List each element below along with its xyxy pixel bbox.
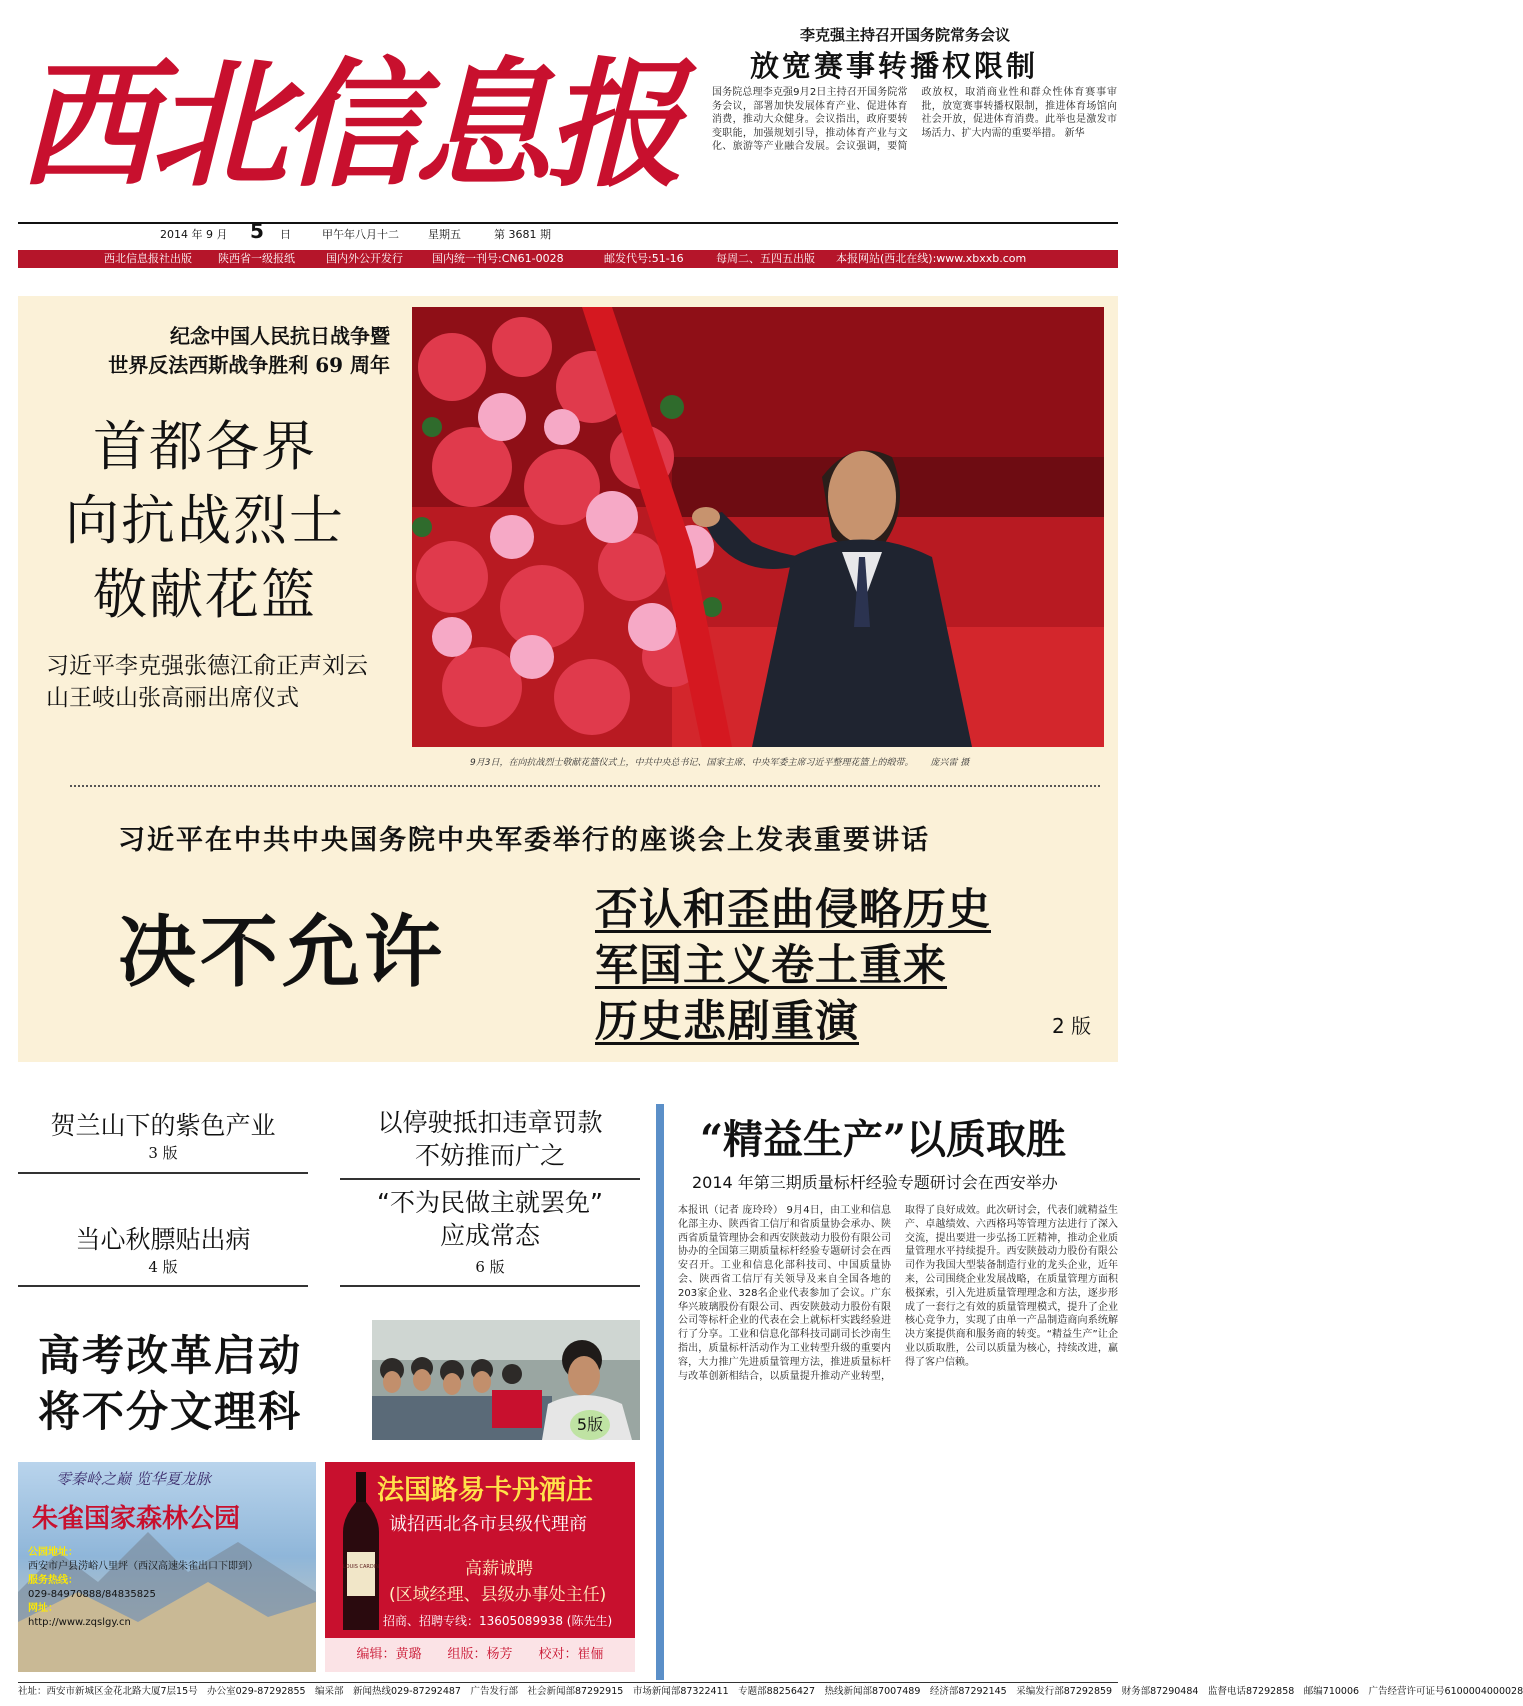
feature-title-line3: 敬献花篮	[93, 563, 317, 626]
ad1-contact	[28, 1546, 258, 1630]
slogan-line-1: 否认和歪曲侵略历史	[595, 885, 991, 935]
publication-info-bar	[18, 250, 1118, 268]
dateline	[18, 219, 1118, 246]
lean-body: 本报讯（记者 庞玲玲） 9月4日，由工业和信息化部主办、陕西省工信厅和省质量协会承办、陕西省质量管理协会和西安陕鼓动力股份有限公司协办的全国第三期质量标杆经验专题研讨会在西安召开。工业和信息化部科技司、中国质量协会、陕西省工信厅有关领导及来自全国各地的203家企业、328名企业代表参加了会议。广东华兴玻璃股份有限公司、西安陕鼓动力股份有限公司等标杆企业的代表在会上就标杆实践经验进行了分享。工业和信息化部科技司副司长沙南生指出，质量标杆活动作为工业转型升级的重要内容，大力推广先进质量管理方法，推进质量标杆与改革创新相结合，以质量提升推动产业转型，取得了良好成效。此次研讨会，代表们就精益生产、卓越绩效、六西格玛等管理方法进行了深入交流，提出要进一步弘扬工匠精神，推动企业质量管理水平持续提升。西安陕鼓动力股份有限公司作为我国大型装备制造行业的龙头企业，近年来，公司围绕企业发展战略，在质量管理方面积极探索，引入先进质量管理理念和方法，逐步形成了一套行之有效的质量管理模式，提升了企业核心竞争力，实现了由单一产品制造商向系统解决方案提供商和服务商的转变。“精益生产”让企业以质取胜，公司以质量为核心，持续改进，赢得了客户信赖。	[678, 1205, 1118, 1382]
gaokao-headline[interactable]	[38, 1328, 302, 1440]
gaokao-line2: 将不分文理科	[38, 1387, 303, 1436]
top-story-kicker: 李克强主持召开国务院常务会议	[800, 26, 1011, 44]
gaokao-page-badge[interactable]: 5版	[570, 1410, 610, 1440]
ad2-hiring: 高薪诚聘	[465, 1559, 533, 1579]
lean-subhead: 2014 年第三期质量标杆经验专题研讨会在西安举办	[692, 1173, 1058, 1192]
winery-ad[interactable]	[325, 1462, 635, 1672]
index-divider	[340, 1285, 640, 1287]
feature-kicker	[40, 322, 390, 380]
issue-number: 第 3681 期	[494, 228, 551, 241]
index-page-helan: 3 版	[148, 1144, 178, 1162]
ad1-tel: 029-84970888/84835825	[28, 1589, 156, 1600]
date-year-month: 2014 年 9 月	[160, 228, 228, 241]
feature-photo	[412, 307, 1104, 747]
index-title-tingshi[interactable]	[340, 1106, 640, 1172]
gaokao-line1: 高考改革启动	[38, 1331, 303, 1380]
index-page-qiubiao: 4 版	[148, 1258, 178, 1276]
index-divider	[340, 1178, 640, 1180]
top-story-body: 国务院总理李克强9月2日主持召开国务院常务会议，部署加快发展体育产业、促进体育消费，推动大众健身。会议指出，政府要转变职能，加强规划引导，推动体育产业与文化、旅游等产业融合发展。会议强调，要简政放权，取消商业性和群众性体育赛事审批，放宽赛事转播权限制，推进体育场馆向社会开放，促进体育消费。此举也是激发市场活力、扩大内需的重要举措。 新华	[712, 87, 1117, 152]
big-slogan: 决不允许	[118, 908, 447, 998]
index-title-qiubiao[interactable]: 当心秋膘贴出病	[75, 1225, 251, 1254]
lean-headline[interactable]: “精益生产”以质取胜	[700, 1116, 1067, 1163]
ad1-addr-label: 公园地址：	[28, 1547, 78, 1558]
index-title-tingshi-line1: 以停驶抵扣违章罚款	[377, 1108, 603, 1137]
ad1-tel-label: 服务热线：	[28, 1575, 78, 1586]
lean-accent-bar	[656, 1104, 664, 1680]
photo-credit: 庞兴雷 摄	[930, 758, 970, 768]
date-day-unit: 日	[280, 228, 291, 241]
feature-attendees: 习近平李克强张德江俞正声刘云山王岐山张高丽出席仪式	[46, 653, 368, 711]
ad2-brand: 法国路易卡丹酒庄	[377, 1475, 593, 1506]
top-story-headline[interactable]: 放宽赛事转播权限制	[750, 49, 1039, 83]
ad1-web-label: 网址：	[28, 1603, 58, 1614]
index-title-bamian-line2: 应成常态	[439, 1221, 540, 1250]
index-divider	[18, 1172, 308, 1174]
weekday: 星期五	[428, 228, 461, 241]
postal-code: 邮发代号:51-16	[604, 252, 684, 265]
ad2-contact[interactable]: 招商、招聘专线：13605089938 (陈先生)	[383, 1614, 613, 1628]
schedule: 每周二、五四五出版	[716, 252, 815, 265]
publisher: 西北信息报社出版	[104, 252, 192, 265]
issn: 国内统一刊号:CN61-0028	[432, 252, 564, 265]
ad1-tagline: 零秦岭之巅 览华夏龙脉	[56, 1470, 211, 1488]
bottle-label: LOUIS CARDIN	[343, 1564, 379, 1570]
masthead-logo: 西北信息报	[18, 43, 679, 206]
dotted-divider	[70, 785, 1100, 787]
index-title-bamian-line1: “不为民做主就罢免”	[377, 1188, 603, 1217]
ad2-positions: (区域经理、县级办事处主任)	[389, 1585, 607, 1605]
index-title-helan[interactable]: 贺兰山下的紫色产业	[50, 1111, 276, 1140]
ad2-subtitle: 诚招西北各市县级代理商	[389, 1514, 587, 1535]
feature-kicker-line1: 纪念中国人民抗日战争暨	[170, 324, 390, 348]
feature-kicker-line2: 世界反法西斯战争胜利 69 周年	[108, 353, 390, 377]
ad1-website[interactable]: http://www.zqslgy.cn	[28, 1617, 131, 1628]
ad1-park-name: 朱雀国家森林公园	[32, 1504, 241, 1534]
slogan-line-3: 历史悲剧重演	[595, 997, 859, 1047]
ad1-address: 西安市户县涝峪八里坪（西汉高速朱雀出口下即到）	[28, 1561, 258, 1572]
date-day: 5	[250, 219, 264, 243]
slogan-line-2: 军国主义卷土重来	[595, 941, 947, 991]
lunar-date: 甲午年八月十二	[322, 228, 399, 241]
footer-contacts: 社址：西安市新城区金花北路大厦7层15号 办公室029-87292855 编采部 新闻热线029-87292487 广告发行部 社会新闻部87292915 市场新闻部87322411 专题部88256427 热线新闻部87007489 经济部87292145 采编发行部87292859 财务部87290484 监督电话87292858 邮编710006 广告经营许可证号6100004000028	[18, 1682, 1118, 1701]
feature-title-line1: 首都各界	[93, 415, 317, 478]
photo-caption-text: 9月3日，在向抗战烈士敬献花篮仪式上，中共中央总书记、国家主席、中央军委主席习近平整理花篮上的缎带。	[470, 758, 914, 768]
index-page-bamian: 6 版	[475, 1258, 505, 1276]
website[interactable]: 本报网站(西北在线):www.xbxxb.com	[836, 252, 1027, 265]
feature-page-ref[interactable]: 2 版	[1052, 1014, 1092, 1038]
index-title-bamian[interactable]	[340, 1186, 640, 1252]
photo-caption	[470, 755, 1110, 768]
forest-park-ad[interactable]	[18, 1462, 316, 1672]
distribution: 国内外公开发行	[326, 252, 403, 265]
index-title-tingshi-line2: 不妨推而广之	[414, 1141, 565, 1170]
feature-title[interactable]	[40, 410, 370, 632]
feature-title-line2: 向抗战烈士	[65, 489, 345, 552]
index-divider	[18, 1285, 308, 1287]
paper-rank: 陕西省一级报纸	[218, 252, 295, 265]
speech-headline[interactable]: 习近平在中共中央国务院中央军委举行的座谈会上发表重要讲话	[118, 825, 930, 856]
editor-credits: 编辑：黄璐 组版：杨芳 校对：崔俪	[325, 1638, 635, 1672]
